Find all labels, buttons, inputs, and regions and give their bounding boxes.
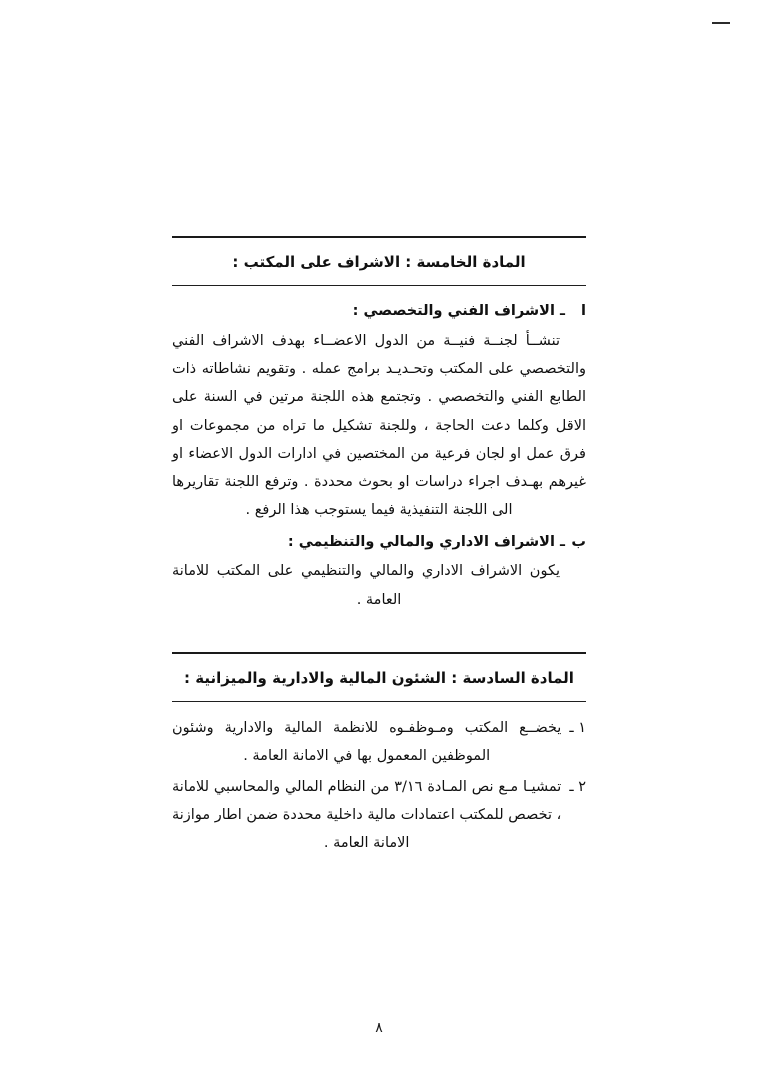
article-six-item-2-text: تمشيـا مـع نص المـادة ٣/١٦ من النظام المالي والمحاسبي للامانة ، تخصص للمكتب اعتمادات مالية داخلية محددة ضمن اطار موازنة الامانة العامة .: [172, 778, 562, 852]
spacer-between-articles: [172, 618, 586, 652]
article-five-item-b-body: يكون الاشراف الاداري والمالي والتنظيمي على المكتب للامانة العامة .: [172, 563, 560, 608]
article-six-heading: المادة السادسة : الشئون المالية والادارية والميزانية :: [184, 669, 574, 688]
article-six-item-1: [172, 714, 586, 771]
article-five-item-b-title: [172, 529, 586, 556]
article-six-item-2-number: ٢ ـ: [569, 778, 586, 795]
article-five-item-a-title-text: ـ الاشراف الفني والتخصصي :: [352, 303, 565, 319]
article-five-item-a-title: [172, 298, 586, 325]
page-content: [172, 236, 586, 859]
dash-mark-icon: [712, 22, 730, 24]
page-number: ٨: [375, 1020, 383, 1036]
article-five-item-b-title-text: ـ الاشراف الاداري والمالي والتنظيمي :: [287, 533, 565, 550]
article-six-body: [172, 702, 586, 857]
article-six-item-1-text: يخضــع المكتب ومـوظفـوه للانظمة المالية والادارية وشئون الموظفين المعمول بها في الامانة العامة .: [172, 720, 562, 765]
article-five-item-b-marker: ب: [571, 533, 586, 550]
article-six-item-2: [172, 773, 586, 858]
article-five-item-a-body: تنشــأ لجنــة فنيــة من الدول الاعضــاء بهدف الاشراف الفني والتخصصي على المكتب وتحـديـد برامج عمله . وتقويم نشاطاته ذات الطابع الفني والتخصصي . وتجتمع هذه اللجنة مرتين في السنة على الاقل وكلما دعت الحاجة ، وللجنة تشكيل ما تراه من مجموعات او فرق عمل او لجان فرعية من المختصين في ادارات الدول الاعضاء او غيرهم بهـدف اجراء دراسات او بحوث محددة . وترفع اللجنة تقاريرها الى اللجنة التنفيذية فيما يستوجب هذا الرفع .: [172, 332, 586, 519]
article-six-item-1-number: ١ ـ: [569, 720, 586, 737]
article-five-body: [172, 286, 586, 614]
article-five-heading: المادة الخامسة : الاشراف على المكتب :: [232, 253, 526, 271]
article-five-item-a-marker: ا: [581, 303, 586, 319]
